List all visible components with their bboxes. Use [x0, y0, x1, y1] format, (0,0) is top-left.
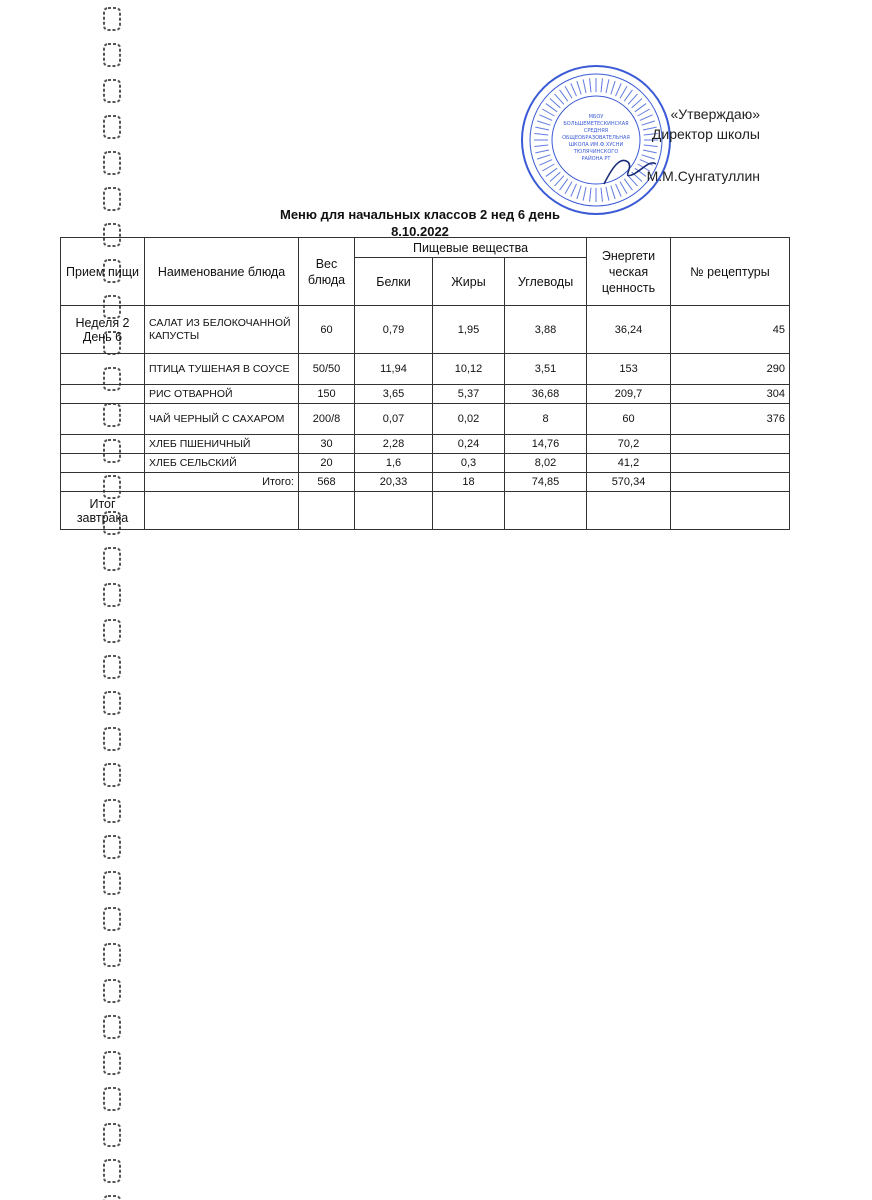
empty-cell	[145, 492, 299, 530]
empty-cell	[587, 492, 671, 530]
total-weight: 568	[299, 473, 355, 492]
breakfast-total-label: Итог завтрака	[61, 492, 145, 530]
table-row	[61, 306, 790, 354]
binding-hole	[104, 656, 120, 678]
dish-recipe: 376	[671, 404, 790, 435]
total-row	[61, 473, 790, 492]
dish-protein: 1,6	[355, 454, 433, 473]
header-carbs: Углеводы	[505, 258, 587, 306]
binding-hole	[104, 1124, 120, 1146]
total-fat: 18	[433, 473, 505, 492]
binding-hole	[104, 80, 120, 102]
dish-recipe: 304	[671, 385, 790, 404]
dish-fat: 10,12	[433, 354, 505, 385]
empty-cell	[355, 492, 433, 530]
dish-protein: 11,94	[355, 354, 433, 385]
total-protein: 20,33	[355, 473, 433, 492]
binding-hole	[104, 116, 120, 138]
dish-weight: 150	[299, 385, 355, 404]
dish-weight: 60	[299, 306, 355, 354]
dish-weight: 30	[299, 435, 355, 454]
binding-hole	[104, 800, 120, 822]
dish-protein: 2,28	[355, 435, 433, 454]
binding-hole	[104, 692, 120, 714]
approve-label: «Утверждаю»	[670, 106, 760, 122]
header-recipe: № рецептуры	[671, 238, 790, 306]
meal-cell-empty	[61, 454, 145, 473]
dish-fat: 0,24	[433, 435, 505, 454]
table-row	[61, 385, 790, 404]
binding-hole	[104, 548, 120, 570]
empty-cell	[299, 492, 355, 530]
total-energy: 570,34	[587, 473, 671, 492]
approval-block	[647, 104, 760, 186]
binding-hole	[104, 980, 120, 1002]
stamp-text-line: ТЮЛЯЧИНСКОГО	[573, 149, 619, 155]
meal-cell-empty	[61, 435, 145, 454]
menu-table	[60, 237, 790, 530]
dish-energy: 36,24	[587, 306, 671, 354]
dish-carbs: 3,51	[505, 354, 587, 385]
meal-cell-empty	[61, 385, 145, 404]
header-weight: Вес блюда	[299, 238, 355, 306]
table-row	[61, 404, 790, 435]
binding-hole	[104, 44, 120, 66]
director-position: Директор школы	[651, 126, 760, 142]
dish-weight: 200/8	[299, 404, 355, 435]
total-recipe-empty	[671, 473, 790, 492]
dish-protein: 0,79	[355, 306, 433, 354]
dish-recipe: 290	[671, 354, 790, 385]
binding-hole	[104, 908, 120, 930]
binding-hole	[104, 1088, 120, 1110]
dish-energy: 153	[587, 354, 671, 385]
binding-hole	[104, 188, 120, 210]
meal-cell-empty	[61, 473, 145, 492]
binding-hole	[104, 1016, 120, 1038]
empty-cell	[671, 492, 790, 530]
binding-hole	[104, 1052, 120, 1074]
header-dish-name: Наименование блюда	[145, 238, 299, 306]
table-row	[61, 354, 790, 385]
stamp-text-line: ШКОЛА ИМ.Ф.ХУСНИ	[568, 142, 624, 148]
stamp-text-line: СРЕДНЯЯ	[583, 128, 609, 134]
dish-carbs: 8	[505, 404, 587, 435]
total-label: Итого:	[145, 473, 299, 492]
dish-energy: 209,7	[587, 385, 671, 404]
header-fat: Жиры	[433, 258, 505, 306]
header-nutrients: Пищевые вещества	[355, 238, 587, 258]
meal-cell-empty	[61, 354, 145, 385]
dish-fat: 1,95	[433, 306, 505, 354]
meal-label: Неделя 2 День 6	[61, 306, 145, 354]
header-protein: Белки	[355, 258, 433, 306]
dish-recipe: 45	[671, 306, 790, 354]
stamp-text-line: РАЙОНА РТ	[581, 156, 611, 162]
dish-energy: 70,2	[587, 435, 671, 454]
document-title: Меню для начальных классов 2 нед 6 день	[279, 207, 561, 222]
binding-hole	[104, 872, 120, 894]
binding-hole	[104, 944, 120, 966]
binding-hole	[104, 1160, 120, 1182]
dish-energy: 41,2	[587, 454, 671, 473]
dish-name: ХЛЕБ ПШЕНИЧНЫЙ	[145, 435, 299, 454]
dish-carbs: 36,68	[505, 385, 587, 404]
binding-hole	[104, 152, 120, 174]
stamp-text-line: ОБЩЕОБРАЗОВАТЕЛЬНАЯ	[562, 135, 630, 141]
director-name: М.М.Сунгатуллин	[646, 168, 760, 184]
header-meal: Прием пищи	[61, 238, 145, 306]
dish-weight: 20	[299, 454, 355, 473]
dish-name: ХЛЕБ СЕЛЬСКИЙ	[145, 454, 299, 473]
stamp-text-line: МБОУ	[588, 114, 604, 120]
breakfast-total-row	[61, 492, 790, 530]
binding-hole	[104, 620, 120, 642]
dish-fat: 5,37	[433, 385, 505, 404]
header-energy: Энергети ческая ценность	[587, 238, 671, 306]
dish-protein: 0,07	[355, 404, 433, 435]
empty-cell	[433, 492, 505, 530]
dish-carbs: 8,02	[505, 454, 587, 473]
dish-recipe	[671, 435, 790, 454]
stamp-text-line: БОЛЬШЕМЕТЕСКИНСКАЯ	[563, 121, 629, 127]
meal-cell-empty	[61, 404, 145, 435]
dish-fat: 0,3	[433, 454, 505, 473]
document-title-block	[250, 206, 590, 240]
dish-name: ЧАЙ ЧЕРНЫЙ С САХАРОМ	[145, 404, 299, 435]
dish-recipe	[671, 454, 790, 473]
dish-fat: 0,02	[433, 404, 505, 435]
table-row	[61, 454, 790, 473]
dish-protein: 3,65	[355, 385, 433, 404]
dish-carbs: 3,88	[505, 306, 587, 354]
dish-name: ПТИЦА ТУШЕНАЯ В СОУСЕ	[145, 354, 299, 385]
dish-energy: 60	[587, 404, 671, 435]
dish-carbs: 14,76	[505, 435, 587, 454]
binding-hole	[104, 8, 120, 30]
binding-hole	[104, 1196, 120, 1200]
document-date: 8.10.2022	[391, 224, 449, 239]
dish-name: РИС ОТВАРНОЙ	[145, 385, 299, 404]
table-row	[61, 435, 790, 454]
binding-hole	[104, 836, 120, 858]
binding-hole	[104, 764, 120, 786]
empty-cell	[505, 492, 587, 530]
dish-name: САЛАТ ИЗ БЕЛОКОЧАННОЙ КАПУСТЫ	[145, 306, 299, 354]
dish-weight: 50/50	[299, 354, 355, 385]
total-carbs: 74,85	[505, 473, 587, 492]
binding-hole	[104, 584, 120, 606]
binding-hole	[104, 728, 120, 750]
binding-strip	[96, 0, 130, 1200]
